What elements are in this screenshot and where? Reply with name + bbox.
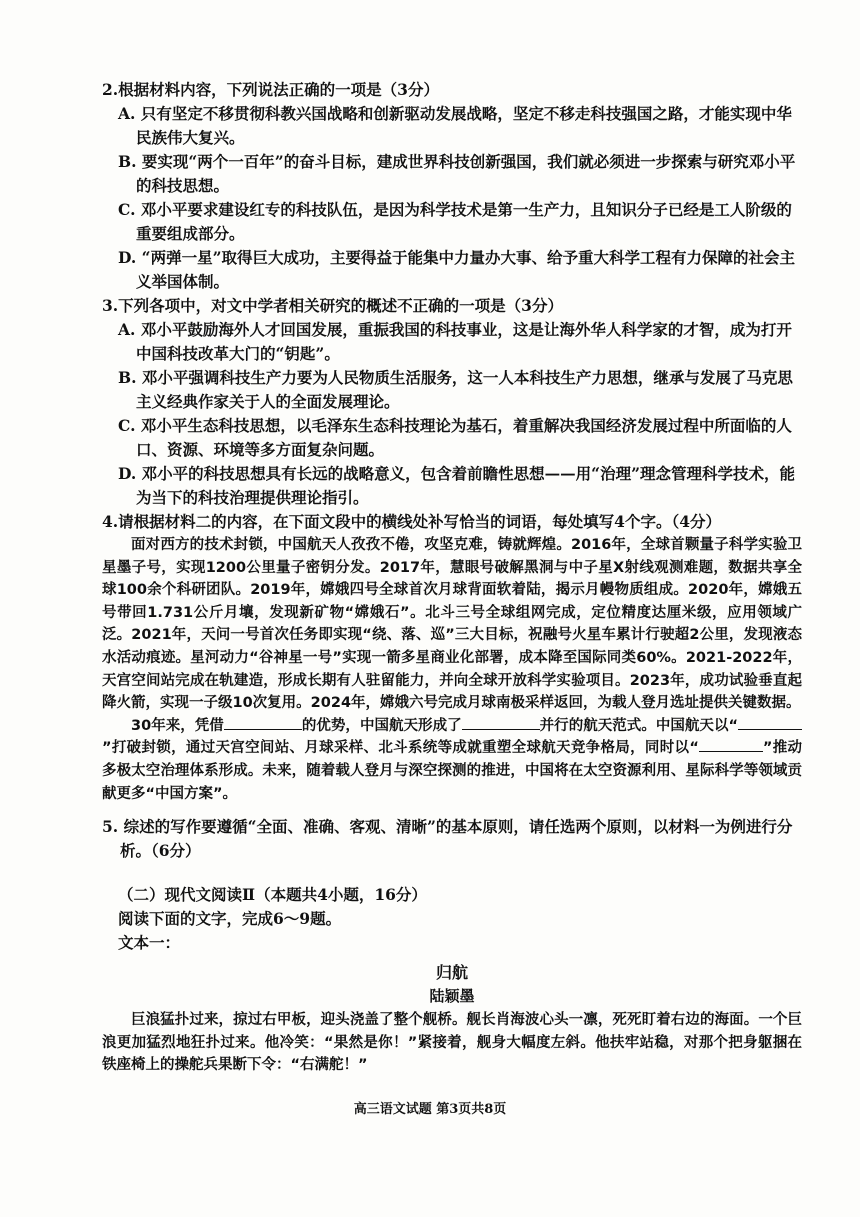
- question-4-material: 面对西方的技术封锁，中国航天人孜孜不倦，攻坚克难，铸就辉煌。2016年，全球首颗量子科学实验卫星墨子号，实现1200公里量子密钥分发。2017年，慧眼号破解黑洞与中子星X射线观测难题，数据共享全球100余个科研团队。2019年，嫦娥四号全球首次月球背面软着陆，揭示月幔物质组成。2020年，嫦娥五号带回1.731公斤月壤，发现新矿物“嫦娥石”。北斗三号全球组网完成，定位精度达厘米级，应用领域广泛。2021年，天问一号首次任务即实现“绕、落、巡”三大目标，祝融号火星车累计行驶超2公里，发现液态水活动痕迹。星河动力“谷神星一号”实现一箭多星商业化部署，成本降至国际同类60%。2021-2022年，天宫空间站完成在轨建造，形成长期有人驻留能力，并向全球开放科学实验项目。2023年，成功试验垂直起降火箭，实现一子级10次复用。2024年，嫦娥六号完成月球南极采样返回，为载人登月选址提供关键数据。: [102, 537, 802, 712]
- story-author: 陆颖墨: [429, 987, 475, 1006]
- story-body: 巨浪猛扑过来，掠过右甲板，迎头浇盖了整个舰桥。舰长肖海波心头一凛，死死盯着右边的海面。一个巨浪更加猛烈地狂扑过来。他冷笑：“果然是你！”紧接着，舰身大幅度左斜。他扶牢站稳，对那个把身躯捆在铁座椅上的操舵兵果断下令：“右满舵！”: [102, 1012, 802, 1074]
- story-title: 归航: [435, 963, 468, 983]
- fill-text-5: ”打破封锁，通过天宫空间站、月球采样、北斗系统等成就重塑全球航天竞争格局，同时以“: [102, 740, 699, 757]
- question-2-option-c: C. 邓小平要求建设红专的科技队伍，是因为科学技术是第一生产力，且知识分子已经是工人阶级的重要组成部分。: [118, 200, 792, 243]
- question-2-stem: 2.根据材料内容，下列说法正确的一项是（3分）: [102, 80, 439, 99]
- question-2-option-a: A. 只有坚定不移贯彻科教兴国战略和创新驱动发展战略，坚定不移走科技强国之路，才能实现中华民族伟大复兴。: [118, 104, 792, 147]
- text-label: 文本一：: [118, 933, 181, 953]
- fill-text-1: 30年来，凭借: [131, 717, 224, 734]
- question-4-stem: 4.请根据材料二的内容，在下面文段中的横线处补写恰当的词语，每处填写4个字。（4分）: [102, 512, 722, 531]
- question-2: [102, 78, 802, 294]
- answer-blank-2[interactable]: [462, 715, 540, 730]
- question-3-stem: 3.下列各项中，对文中学者相关研究的概述不正确的一项是（3分）: [102, 296, 563, 315]
- fill-text-6: ”推动多极太空治理体系形成。未来，随着载人登月与深空探测的推进，中国将在太空资源利用、星际科学等领域贡献更多“中国方案”。: [102, 740, 803, 802]
- question-4-fill-passage: [102, 715, 802, 805]
- question-3-option-a: A. 邓小平鼓励海外人才回国发展，重振我国的科技事业，这是让海外华人科学家的才智，成为打开中国科技改革大门的“钥匙”。: [118, 320, 792, 363]
- question-4: [102, 510, 802, 805]
- fill-text-4: “: [728, 717, 738, 734]
- question-3: [102, 294, 802, 510]
- question-2-option-b: B. 要实现“两个一百年”的奋斗目标，建成世界科技创新强国，我们就必须进一步探索与研究邓小平的科技思想。: [118, 152, 796, 195]
- answer-blank-4[interactable]: [699, 737, 763, 752]
- question-5: [102, 815, 802, 863]
- section-title: （二）现代文阅读Ⅱ（本题共4小题，16分）: [118, 885, 427, 905]
- answer-blank-3[interactable]: [738, 715, 802, 730]
- question-5-stem: 5. 综述的写作要遵循“全面、准确、客观、清晰”的基本原则，请任选两个原则，以材料一为例进行分析。（6分）: [102, 817, 793, 861]
- question-2-option-d: D. “两弹一星”取得巨大成功，主要得益于能集中力量办大事、给予重大科学工程有力保障的社会主义举国体制。: [118, 248, 796, 291]
- question-3-option-b: B. 邓小平强调科技生产力要为人民物质生活服务，这一人本科技生产力思想，继承与发展了马克思主义经典作家关于人的全面发展理论。: [118, 368, 793, 411]
- answer-blank-1[interactable]: [224, 715, 302, 730]
- exam-content: [102, 78, 802, 1077]
- section-instruction: 阅读下面的文字，完成6～9题。: [118, 909, 342, 929]
- page-footer: 高三语文试题 第3页共8页: [353, 1102, 507, 1117]
- question-3-option-c: C. 邓小平生态科技思想，以毛泽东生态科技理论为基石，着重解决我国经济发展过程中所面临的人口、资源、环境等多方面复杂问题。: [118, 416, 792, 459]
- fill-text-2: 的优势，中国航天形成了: [301, 717, 462, 734]
- fill-text-3: 并行的航天范式。中国航天以: [539, 717, 729, 734]
- question-3-option-d: D. 邓小平的科技思想具有长远的战略意义，包含着前瞻性思想——用“治理”理念管理科学技术，能为当下的科技治理提供理论指引。: [118, 464, 796, 507]
